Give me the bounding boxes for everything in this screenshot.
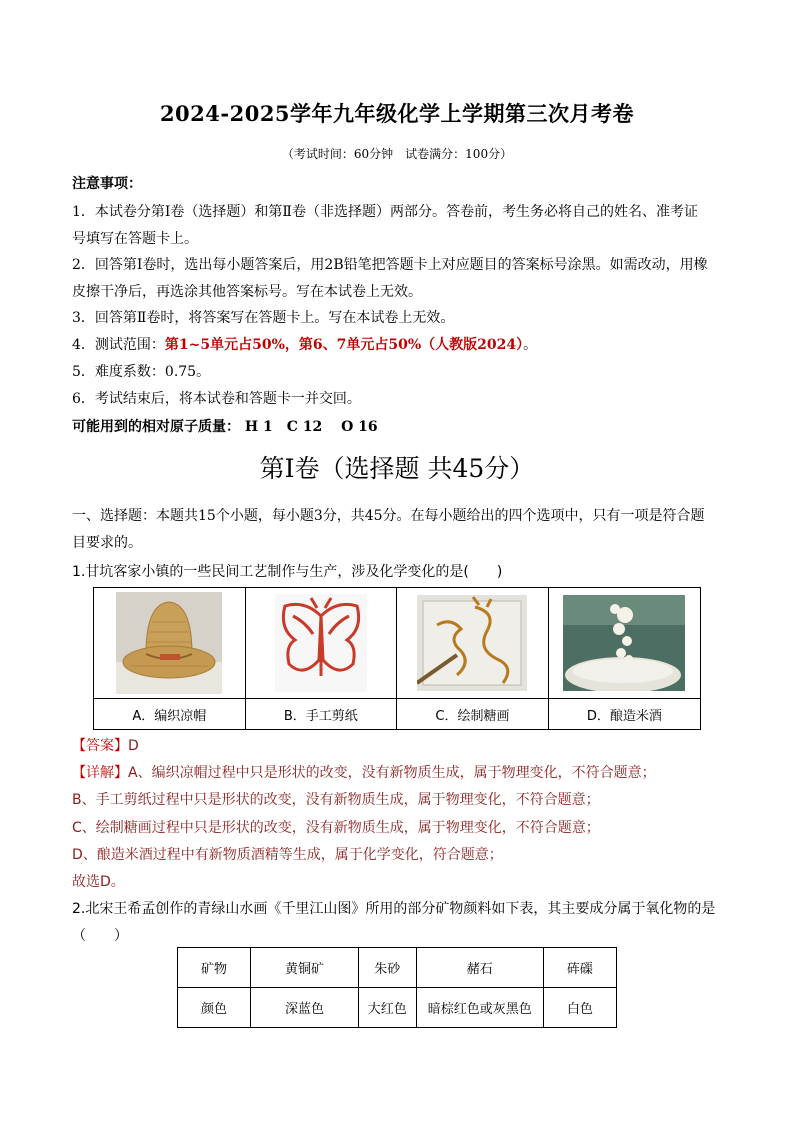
mineral-cinnabar: 朱砂: [359, 948, 417, 988]
atomic-masses: 可能用到的相对原子质量： H 1 C 12 O 16: [72, 419, 378, 435]
mineral-tridacna: 砗磲: [543, 948, 616, 988]
note-1a: 1．本试卷分第Ⅰ卷（选择题）和第Ⅱ卷（非选择题）两部分。答卷前，考生务必将自己的姓名、准考证: [72, 204, 698, 220]
note-1b: 号填写在答题卡上。: [72, 231, 198, 247]
q2-stem-b: （ ）: [72, 928, 128, 944]
note-5: 5．难度系数：0.75。: [72, 364, 211, 380]
mineral-table: [177, 947, 617, 1028]
sugar-painting-image: [417, 595, 527, 691]
q1-analysis-a: [72, 762, 656, 782]
color-chalcopyrite: 深蓝色: [251, 988, 359, 1028]
section-title: 第Ⅰ卷（选择题 共45分）: [259, 454, 535, 483]
color-ochre: 暗棕红色或灰黑色: [416, 988, 543, 1028]
option-b-label: B．手工剪纸: [245, 699, 396, 730]
option-a-label: A．编织凉帽: [94, 699, 246, 730]
mineral-ochre: 赭石: [416, 948, 543, 988]
note-6: 6．考试结束后，将本试卷和答题卡一并交回。: [72, 391, 361, 407]
option-a-image-cell: [94, 588, 246, 699]
note-4-prefix: 4．测试范围：: [72, 337, 165, 353]
analysis-line-d: D、酿造米酒过程中有新物质酒精等生成，属于化学变化，符合题意；: [72, 847, 503, 863]
answer-value: D: [128, 738, 139, 754]
option-d-image-cell: [548, 588, 700, 699]
q1-answer: [72, 735, 139, 755]
q1-options-table: [93, 587, 701, 730]
test-scope: 第1~5单元占50%，第6、7单元占50%（人教版2024）: [164, 337, 524, 353]
mineral-header: 矿物: [178, 948, 251, 988]
option-d-label: D．酿造米酒: [548, 699, 700, 730]
note-4-suffix: 。: [523, 337, 538, 353]
page-title: 2024-2025学年九年级化学上学期第三次月考卷: [159, 101, 635, 126]
color-header: 颜色: [178, 988, 251, 1028]
instructions-line-2: 目要求的。: [72, 535, 142, 551]
paper-cut-butterfly-image: [275, 594, 367, 692]
option-c-image-cell: [397, 588, 549, 699]
option-c-label: C．绘制糖画: [397, 699, 549, 730]
rice-wine-image: [563, 595, 685, 691]
analysis-line-a: A、编织凉帽过程中只是形状的改变，没有新物质生成，属于物理变化，不符合题意；: [128, 765, 656, 781]
analysis-label: 【详解】: [72, 765, 128, 781]
option-b-image-cell: [245, 588, 396, 699]
analysis-line-c: C、绘制糖画过程中只是形状的改变，没有新物质生成，属于物理变化，不符合题意；: [72, 820, 600, 836]
notes-heading: 注意事项：: [72, 176, 142, 192]
mineral-chalcopyrite: 黄铜矿: [251, 948, 359, 988]
exam-info: （考试时间：60分钟 试卷满分：100分）: [281, 147, 513, 161]
q1-stem: 1.甘坑客家小镇的一些民间工艺制作与生产，涉及化学变化的是( ): [72, 564, 503, 580]
note-2a: 2．回答第Ⅰ卷时，选出每小题答案后，用2B铅笔把答题卡上对应题目的答案标号涂黑。如需改动，用橡: [72, 257, 708, 273]
color-tridacna: 白色: [543, 988, 616, 1028]
note-2b: 皮擦干净后，再选涂其他答案标号。写在本试卷上无效。: [72, 284, 422, 300]
instructions-line-1: 一、选择题：本题共15个小题，每小题3分，共45分。在每小题给出的四个选项中，只有一项是符合题: [72, 508, 705, 524]
q1-conclusion: 故选D。: [72, 874, 125, 890]
note-3: 3．回答第Ⅱ卷时，将答案写在答题卡上。写在本试卷上无效。: [72, 310, 455, 326]
analysis-line-b: B、手工剪纸过程中只是形状的改变，没有新物质生成，属于物理变化，不符合题意；: [72, 792, 600, 808]
color-cinnabar: 大红色: [359, 988, 417, 1028]
note-4: [72, 334, 537, 354]
q2-stem-a: 2.北宋王希孟创作的青绿山水画《千里江山图》所用的部分矿物颜料如下表，其主要成分属于氧化物的是: [72, 901, 716, 917]
straw-hat-image: [116, 592, 222, 694]
answer-label: 【答案】: [72, 738, 128, 754]
